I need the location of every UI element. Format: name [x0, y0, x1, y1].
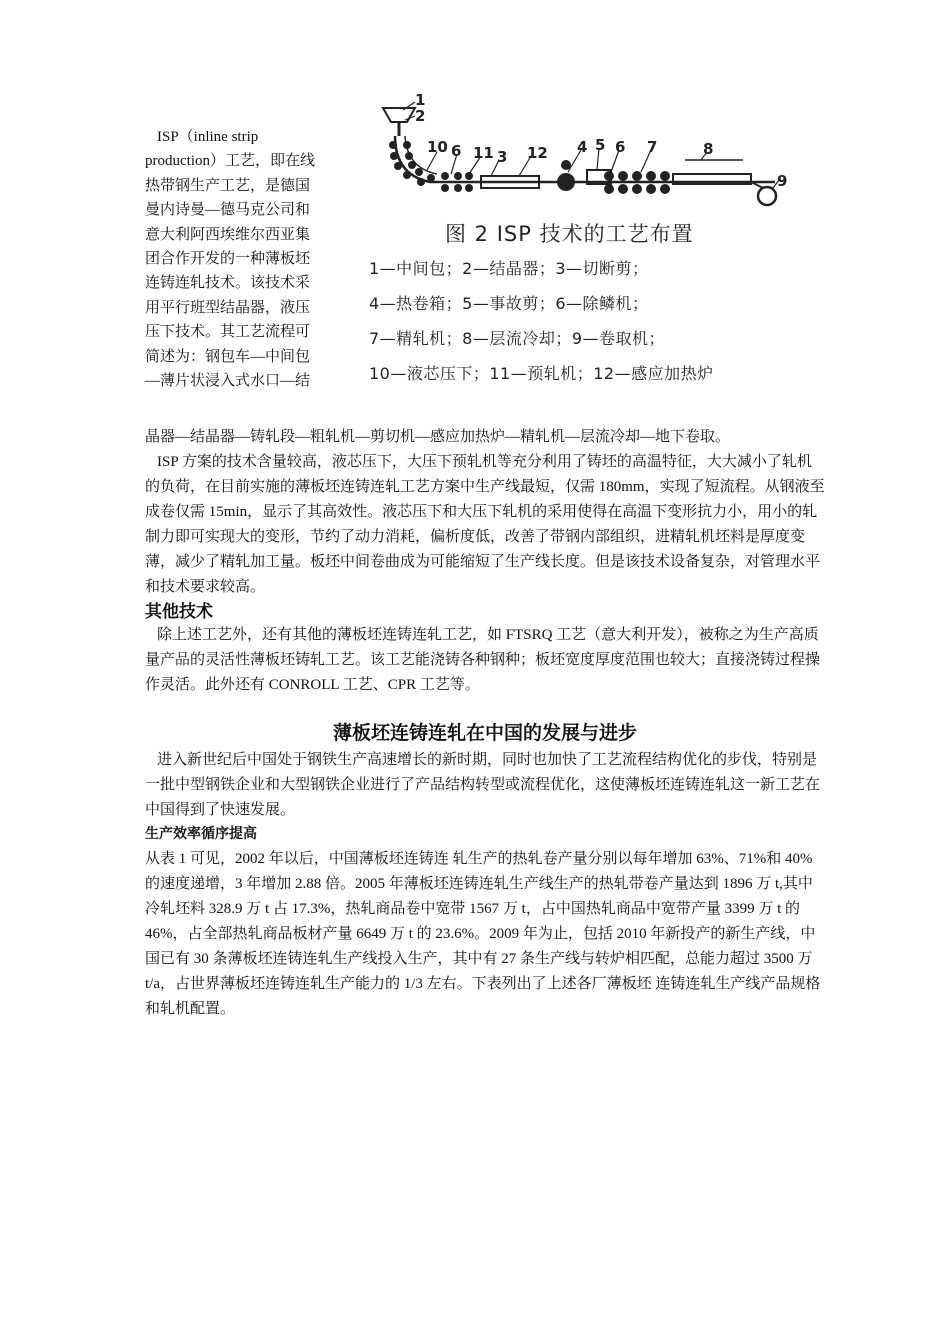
coil-box-shape	[557, 173, 575, 191]
tundish-shape	[383, 108, 415, 122]
legend-line: 4—热卷箱；5—事故剪；6—除鳞机；	[369, 294, 649, 313]
china-development-heading: 薄板坯连铸连轧在中国的发展与进步	[332, 722, 637, 744]
legend-line: 10—液芯压下；11—预轧机；12—感应加热炉	[369, 364, 714, 383]
coiler-shape	[758, 187, 776, 205]
label-12: 12	[527, 144, 548, 162]
label-6b: 6	[615, 138, 626, 156]
efficiency-heading: 生产效率循序提高	[145, 826, 257, 842]
label-3: 3	[497, 148, 508, 166]
label-6a: 6	[451, 142, 462, 160]
other-tech-heading: 其他技术	[145, 602, 213, 622]
efficiency-paragraph: 从表 1 可见，2002 年以后，中国薄板坯连铸连 轧生产的热轧卷产量分别以每年增加 63%、71%和 40%的速度递增，3 年增加 2.88 倍。2005 年薄板坯连铸连轧生产线生产的热轧带卷产量达到 1896 万 t,其中冷轧坯料 328.9 万 t 占 17.3%，热轧商品卷中宽带 1567 万 t，占中国热轧商品中宽带产量 3399 万 t 的 46%，占全部热轧商品板材产量 6649 万 t 的 23.6%。2009 年为止，包括 2010 年新投产的新生产线，中国已有 30 条薄板坯连铸连轧生产线投入生产，其中有 27 条生产线与转炉相匹配，总能力超过 3500 万 t/a，占世界薄板坯连铸连轧生产能力的 1/3 左右。下表列出了上述各厂薄板坯 连铸连轧生产线产品规格和轧机配置。	[145, 851, 821, 1017]
label-9: 9	[777, 172, 788, 190]
other-tech-section	[145, 623, 825, 698]
isp-section	[145, 425, 825, 600]
isp-intro-continuation: 晶器—结晶器—铸轧段—粗轧机—剪切机—感应加热炉—精轧机—层流冷却—地下卷取。	[145, 429, 731, 445]
legend-line: 7—精轧机；8—层流冷却；9—卷取机；	[369, 329, 666, 348]
china-development-paragraph: 进入新世纪后中国处于钢铁生产高速增长的新时期，同时也加快了工艺流程结构优化的步伐，特别是一批中型钢铁企业和大型钢铁企业进行了产品结构转型或流程优化，这使薄板坯连铸连轧这一新工艺在中国得到了快速发展。	[145, 752, 821, 818]
legend-line: 1—中间包；2—结晶器；3—切断剪；	[369, 259, 649, 278]
isp-intro-wrap	[145, 125, 323, 393]
label-7: 7	[647, 138, 658, 156]
label-2: 2	[415, 107, 426, 125]
isp-paragraph: ISP 方案的技术含量较高，液芯压下，大压下预轧机等充分利用了铸坯的高温特征，大大减小了轧机的负荷，在目前实施的薄板坯连铸连轧工艺方案中生产线最短，仅需 180mm，实现了短流程。从钢液至成卷仅需 15min，显示了其高效性。液芯压下和大压下轧机的采用使得在高温下变形抗力小，用小的轧制力即可实现大的变形，节约了动力消耗，偏析度低，改善了带钢内部组织，进精轧机坯料是厚度变薄，减少了精轧加工量。板坯中间卷曲成为可能缩短了生产线长度。但是该技术设备复杂，对管理水平和技术要求较高。	[145, 454, 825, 595]
isp-process-diagram	[355, 90, 815, 220]
label-11: 11	[473, 144, 494, 162]
figure-caption: 图 2 ISP 技术的工艺布置	[445, 222, 694, 246]
isp-intro-text: ISP（inline strip production）工艺，即在线热带钢生产工艺，是德国曼内诗曼—德马克公司和意大利阿西埃维尔西亚集团合作开发的一种薄板坯连铸连轧技术。该技术采用平行班型结晶器，液压压下技术。其工艺流程可简述为：钢包车—中间包—薄片状浸入式水口—结	[145, 129, 315, 390]
label-10: 10	[427, 138, 448, 156]
other-tech-paragraph: 除上述工艺外，还有其他的薄板坯连铸连轧工艺，如 FTSRQ 工艺（意大利开发），被称之为生产高质量产品的灵活性薄板坯铸轧工艺。该工艺能浇铸各种钢种；板坯宽度厚度范围也较大；直接浇铸过程操作灵活。此外还有 CONROLL 工艺、CPR 工艺等。	[145, 627, 821, 693]
label-1: 1	[415, 91, 426, 109]
efficiency-section	[145, 847, 825, 1022]
china-development-section	[145, 748, 825, 823]
label-4: 4	[577, 138, 588, 156]
label-5: 5	[595, 136, 606, 154]
isp-layout-figure	[355, 90, 815, 390]
label-8: 8	[703, 140, 714, 158]
